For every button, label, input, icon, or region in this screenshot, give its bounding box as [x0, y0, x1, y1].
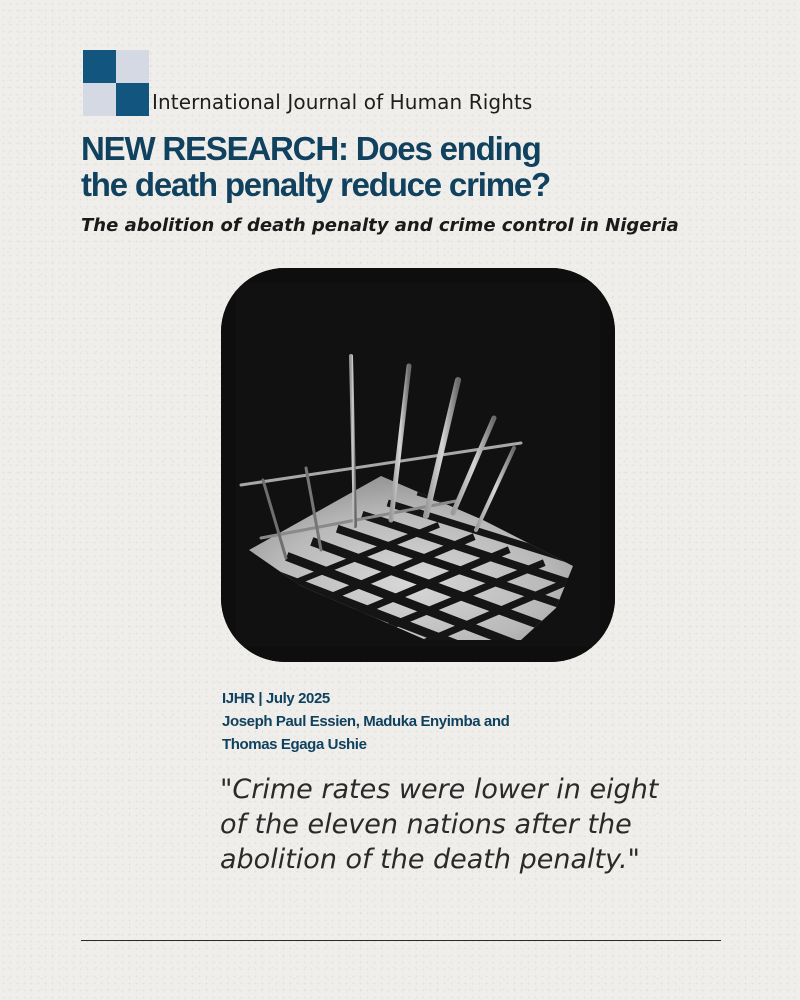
authors-line-1: Joseph Paul Essien, Maduka Enyimba and: [222, 713, 510, 730]
logo-square-top-left: [83, 50, 116, 83]
logo-square-top-right: [116, 50, 149, 83]
article-meta: [222, 687, 509, 756]
headline: [81, 131, 550, 203]
prison-bars-photo: [221, 268, 615, 662]
authors-line-2: Thomas Egaga Ushie: [222, 736, 367, 753]
logo-square-bottom-left: [83, 83, 116, 116]
journal-logo: [83, 50, 149, 116]
issue-date: IJHR | July 2025: [222, 690, 330, 707]
journal-name: International Journal of Human Rights: [152, 90, 533, 114]
prison-bars-illustration: [221, 268, 615, 662]
article-subtitle: The abolition of death penalty and crime control in Nigeria: [81, 215, 679, 236]
headline-line-1: NEW RESEARCH: Does ending: [81, 130, 541, 167]
pull-quote: "Crime rates were lower in eight of the eleven nations after the abolition of the death penalty.": [220, 774, 659, 875]
logo-square-bottom-right: [116, 83, 149, 116]
headline-line-2: the death penalty reduce crime?: [81, 166, 550, 203]
bottom-divider: [81, 940, 721, 941]
